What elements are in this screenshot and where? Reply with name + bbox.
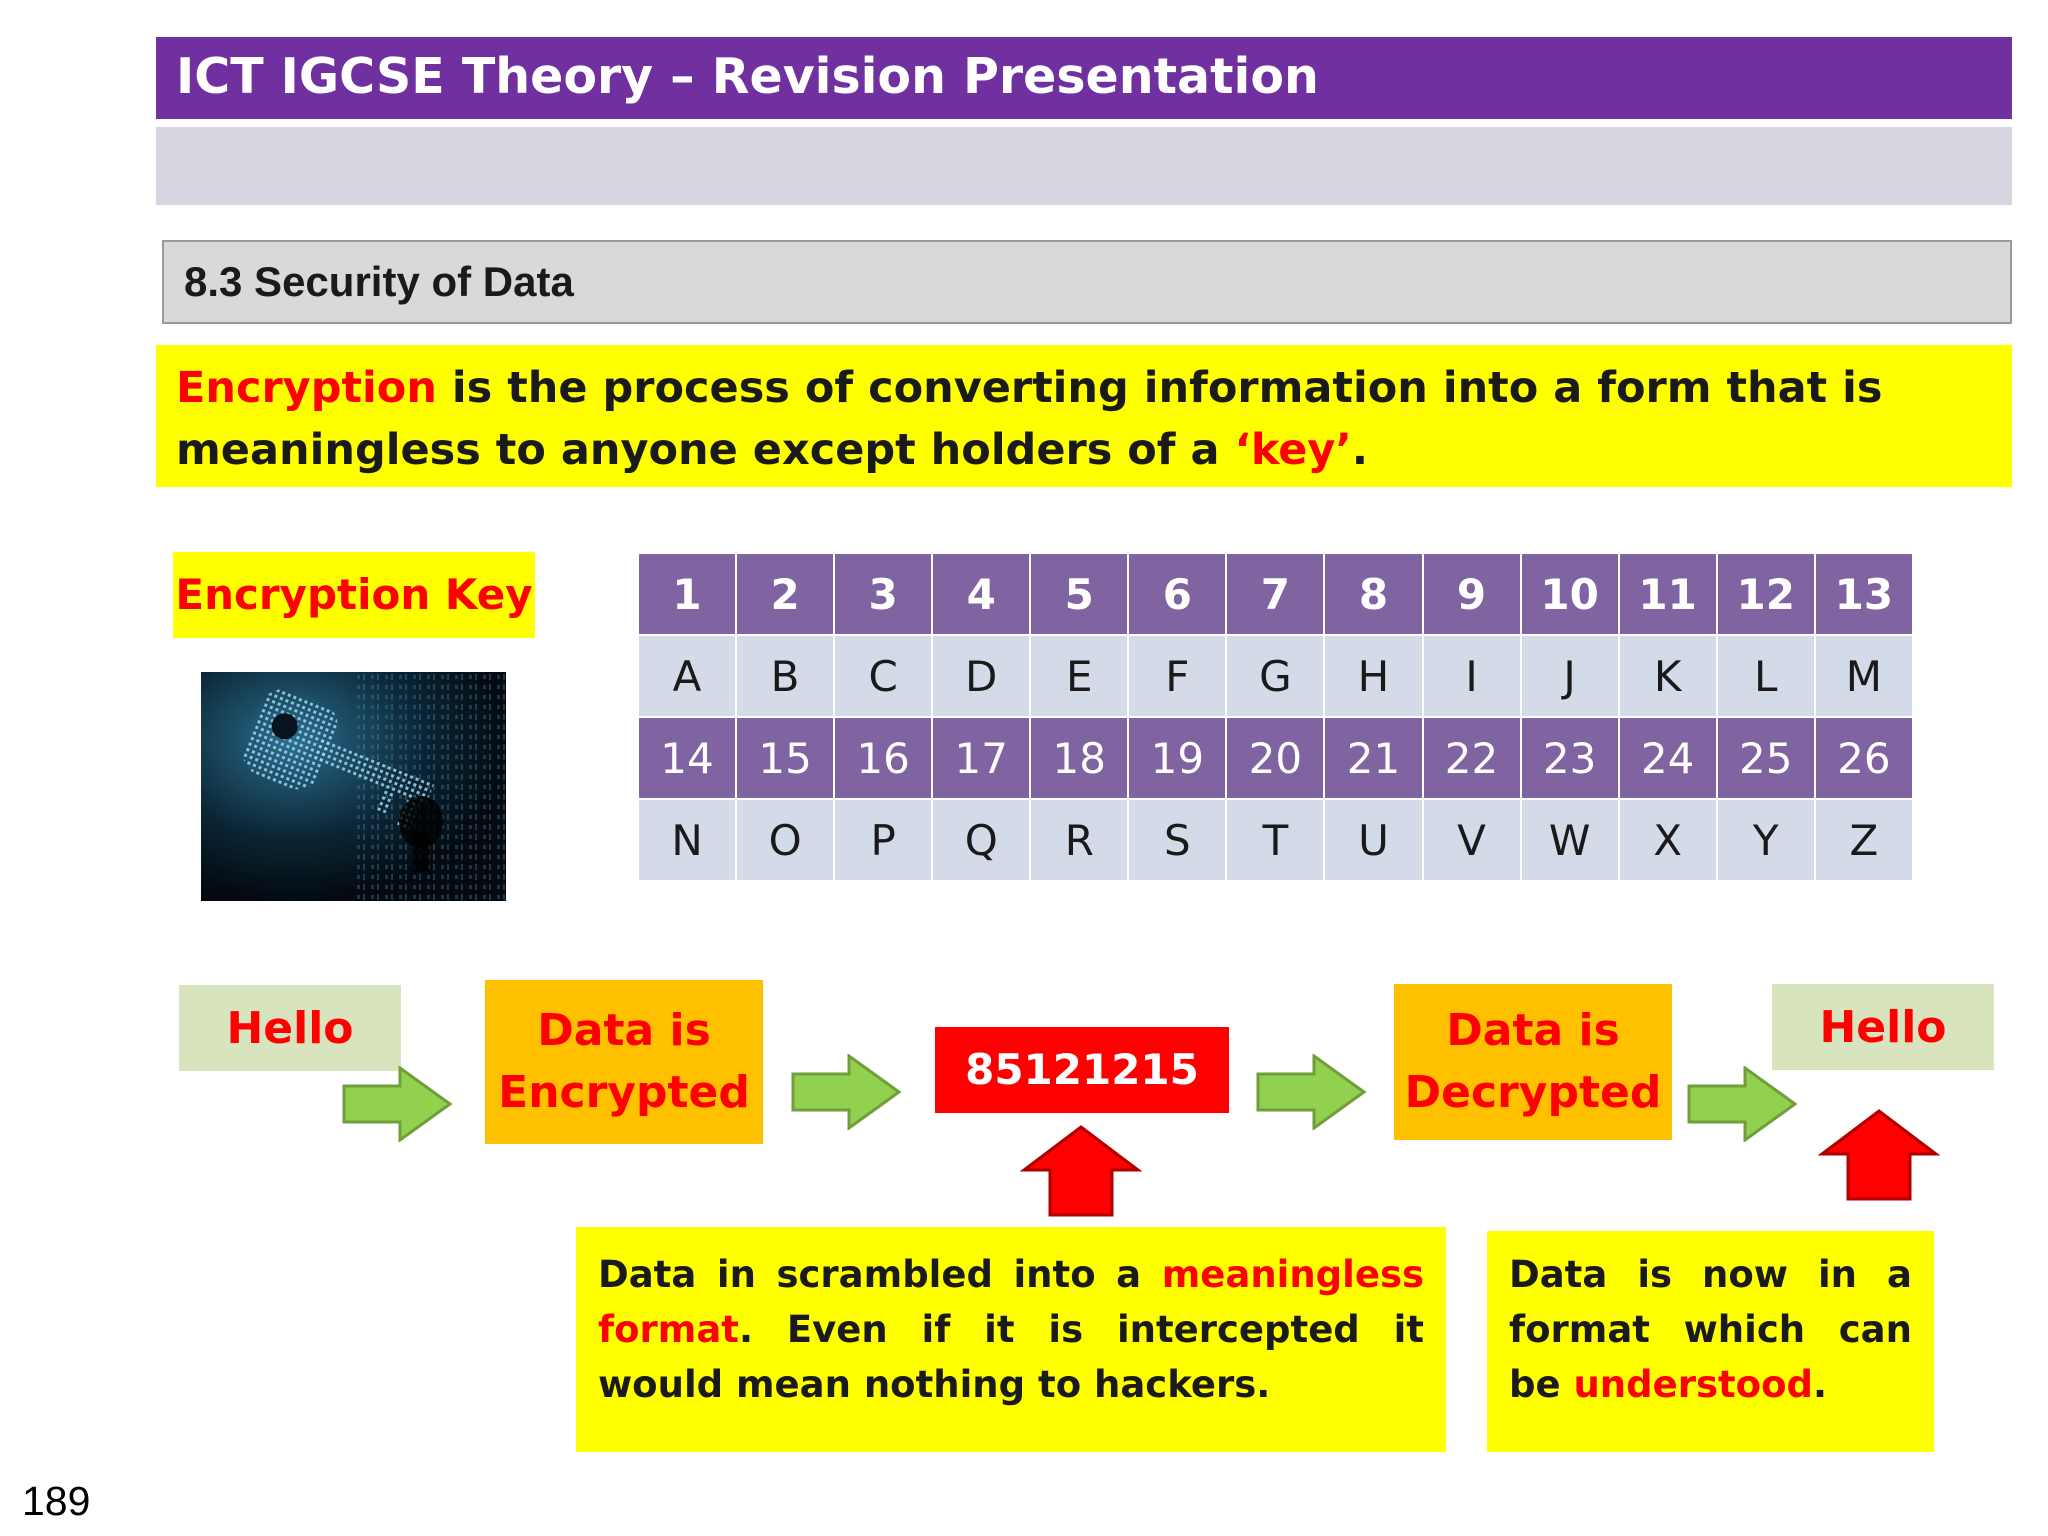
cipher-number-cell: 4	[933, 554, 1029, 634]
understood-note	[1487, 1231, 1934, 1452]
digital-key-image	[201, 672, 506, 901]
cipher-number-cell: 14	[639, 718, 735, 798]
cipher-letter-cell: Z	[1816, 800, 1912, 880]
section-heading: 8.3 Security of Data	[184, 258, 574, 305]
cipher-number-cell: 25	[1718, 718, 1814, 798]
cipher-number-cell: 12	[1718, 554, 1814, 634]
digital-key-icon	[201, 672, 506, 901]
right-arrow-icon	[342, 1066, 454, 1142]
definition-key-word: ‘key’	[1234, 425, 1352, 475]
cipher-letter-cell: O	[737, 800, 833, 880]
ciphertext-value: 85121215	[965, 1045, 1199, 1094]
cipher-letter-cell: D	[933, 636, 1029, 716]
ciphertext-box	[935, 1027, 1229, 1113]
cipher-letter-row	[639, 636, 1912, 716]
cipher-letter-cell: Y	[1718, 800, 1814, 880]
plaintext-input-box	[179, 985, 401, 1071]
cipher-letter-cell: V	[1424, 800, 1520, 880]
cipher-number-cell: 7	[1227, 554, 1323, 634]
definition-end: .	[1351, 425, 1369, 475]
plaintext-output-label: Hello	[1819, 1001, 1947, 1053]
cipher-number-cell: 1	[639, 554, 735, 634]
cipher-letter-cell: E	[1031, 636, 1127, 716]
cipher-letter-cell: K	[1620, 636, 1716, 716]
cipher-letter-cell: F	[1129, 636, 1225, 716]
encrypt-step-line2: Encrypted	[498, 1067, 750, 1118]
scrambled-note-highlight: meaningless format	[598, 1253, 1424, 1351]
page-number: 189	[22, 1478, 91, 1524]
cipher-number-cell: 11	[1620, 554, 1716, 634]
understood-note-rest: .	[1813, 1363, 1828, 1406]
decrypt-step-line2: Decrypted	[1404, 1067, 1662, 1118]
cipher-number-cell: 8	[1325, 554, 1421, 634]
cipher-number-cell: 9	[1424, 554, 1520, 634]
cipher-number-cell: 13	[1816, 554, 1912, 634]
presentation-title: ICT IGCSE Theory – Revision Presentation	[176, 48, 1319, 105]
cipher-number-cell: 16	[835, 718, 931, 798]
cipher-number-cell: 23	[1522, 718, 1618, 798]
cipher-table	[637, 552, 1914, 882]
cipher-letter-cell: T	[1227, 800, 1323, 880]
cipher-letter-cell: G	[1227, 636, 1323, 716]
cipher-letter-cell: N	[639, 800, 735, 880]
cipher-number-cell: 2	[737, 554, 833, 634]
definition-body: is the process of converting information into a form that is meaningless to anyone except holders of a	[176, 363, 1883, 475]
decrypt-step-box	[1394, 984, 1672, 1140]
cipher-letter-cell: U	[1325, 800, 1421, 880]
cipher-number-row	[639, 554, 1912, 634]
cipher-number-cell: 24	[1620, 718, 1716, 798]
plaintext-input-label: Hello	[226, 1002, 354, 1054]
encryption-key-label: Encryption Key	[175, 570, 533, 619]
cipher-number-cell: 18	[1031, 718, 1127, 798]
cipher-letter-cell: X	[1620, 800, 1716, 880]
cipher-number-cell: 20	[1227, 718, 1323, 798]
cipher-number-cell: 17	[933, 718, 1029, 798]
cipher-number-cell: 6	[1129, 554, 1225, 634]
cipher-letter-cell: I	[1424, 636, 1520, 716]
scrambled-note-rest: . Even if it is intercepted it would mean nothing to hackers.	[598, 1308, 1424, 1406]
cipher-letter-row	[639, 800, 1912, 880]
cipher-letter-cell: M	[1816, 636, 1912, 716]
right-arrow-icon	[1687, 1066, 1799, 1142]
cipher-number-cell: 5	[1031, 554, 1127, 634]
right-arrow-icon	[791, 1054, 903, 1130]
understood-note-text: Data is now in a format which can be	[1509, 1253, 1912, 1406]
encrypt-step-line1: Data is	[537, 1005, 711, 1056]
cipher-letter-cell: Q	[933, 800, 1029, 880]
understood-note-highlight: understood	[1573, 1363, 1814, 1406]
cipher-number-cell: 19	[1129, 718, 1225, 798]
decrypt-step-line1: Data is	[1446, 1005, 1620, 1056]
cipher-letter-cell: C	[835, 636, 931, 716]
cipher-number-cell: 21	[1325, 718, 1421, 798]
cipher-letter-cell: P	[835, 800, 931, 880]
cipher-letter-cell: B	[737, 636, 833, 716]
cipher-number-cell: 3	[835, 554, 931, 634]
encrypt-step-box	[485, 980, 763, 1144]
cipher-number-cell: 26	[1816, 718, 1912, 798]
definition-term: Encryption	[176, 363, 437, 413]
subtitle-bar	[156, 127, 2012, 205]
scrambled-note-text: Data in scrambled into a	[598, 1253, 1162, 1296]
cipher-letter-cell: S	[1129, 800, 1225, 880]
scrambled-note	[576, 1227, 1446, 1452]
cipher-number-cell: 10	[1522, 554, 1618, 634]
cipher-letter-cell: R	[1031, 800, 1127, 880]
plaintext-output-box	[1772, 984, 1994, 1070]
up-arrow-icon	[1020, 1124, 1142, 1218]
right-arrow-icon	[1256, 1054, 1368, 1130]
cipher-letter-cell: L	[1718, 636, 1814, 716]
cipher-letter-cell: H	[1325, 636, 1421, 716]
cipher-letter-cell: A	[639, 636, 735, 716]
cipher-number-cell: 22	[1424, 718, 1520, 798]
cipher-number-cell: 15	[737, 718, 833, 798]
cipher-number-row	[639, 718, 1912, 798]
cipher-letter-cell: W	[1522, 800, 1618, 880]
cipher-letter-cell: J	[1522, 636, 1618, 716]
definition-text	[176, 357, 2006, 481]
up-arrow-icon	[1818, 1108, 1940, 1202]
